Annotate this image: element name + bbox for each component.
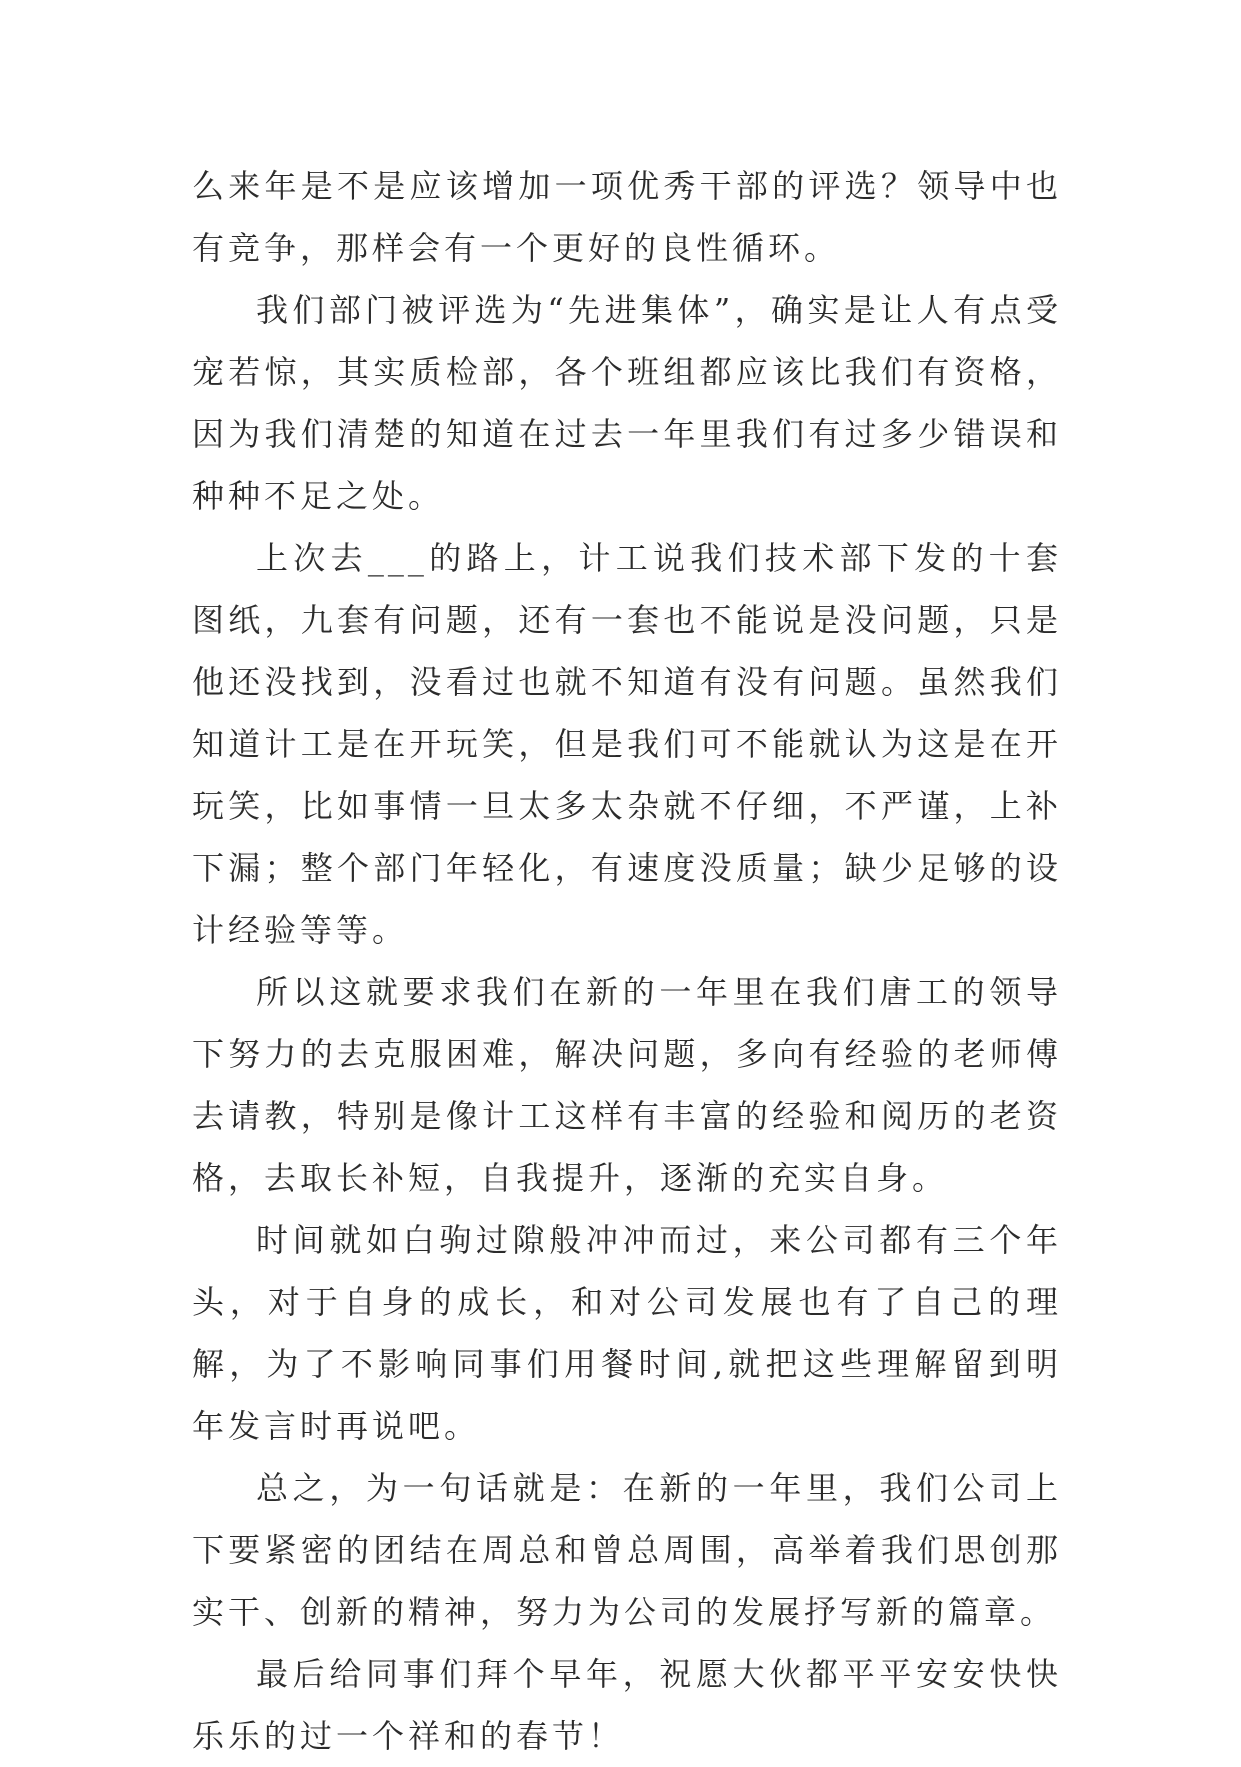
paragraph-6: 总之，为一句话就是：在新的一年里，我们公司上下要紧密的团结在周总和曾总周围，高举着我们思创那实干、创新的精神，努力为公司的发展抒写新的篇章。: [192, 1469, 1062, 1631]
paragraph-4: 所以这就要求我们在新的一年里在我们唐工的领导下努力的去克服困难，解决问题，多向有经验的老师傅去请教，特别是像计工这样有丰富的经验和阅历的老资格，去取长补短，自我提升，逐渐的充实自身。: [192, 973, 1062, 1197]
paragraph-1: 么来年是不是应该增加一项优秀干部的评选？领导中也有竞争，那样会有一个更好的良性循环。: [192, 167, 1062, 267]
paragraph-2: 我们部门被评选为“先进集体”，确实是让人有点受宠若惊，其实质检部，各个班组都应该比我们有资格，因为我们清楚的知道在过去一年里我们有过多少错误和种种不足之处。: [192, 291, 1062, 515]
document-body: [192, 155, 1062, 1767]
paragraph-7: 最后给同事们拜个早年，祝愿大伙都平平安安快快乐乐的过一个祥和的春节！: [192, 1655, 1062, 1755]
paragraph-5: 时间就如白驹过隙般冲冲而过，来公司都有三个年头，对于自身的成长，和对公司发展也有了自己的理解，为了不影响同事们用餐时间,就把这些理解留到明年发言时再说吧。: [192, 1221, 1062, 1445]
paragraph-3: 上次去___的路上，计工说我们技术部下发的十套图纸，九套有问题，还有一套也不能说是没问题，只是他还没找到，没看过也就不知道有没有问题。虽然我们知道计工是在开玩笑，但是我们可不能就认为这是在开玩笑，比如事情一旦太多太杂就不仔细，不严谨，上补下漏；整个部门年轻化，有速度没质量；缺少足够的设计经验等等。: [192, 539, 1062, 949]
